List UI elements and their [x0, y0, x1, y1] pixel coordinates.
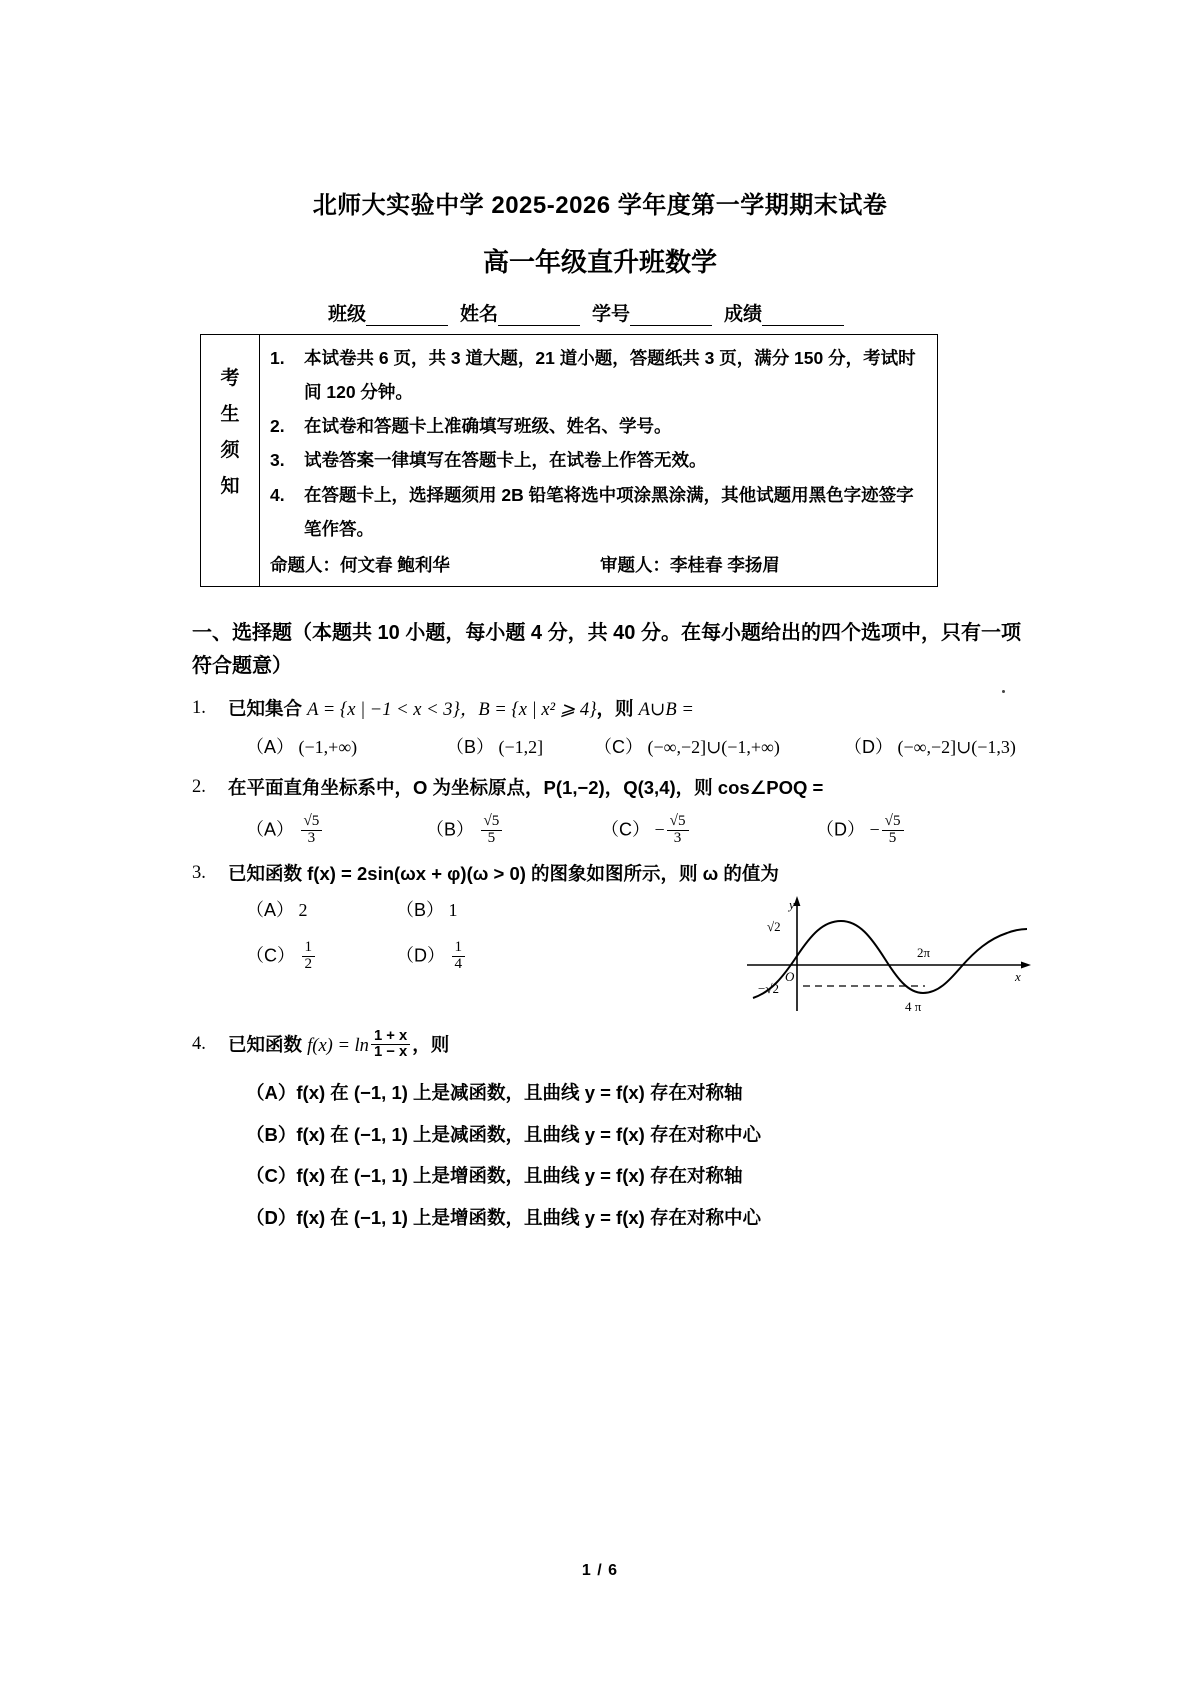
- fillin-name-label: 姓名: [460, 304, 499, 325]
- page-subtitle: 高一年级直升班数学: [482, 247, 717, 277]
- fillin-score: [724, 299, 856, 326]
- student-info-row: [150, 299, 1050, 326]
- fillin-class: [328, 299, 460, 326]
- question-1-number: 1.: [192, 697, 206, 718]
- question-1-stem-tail: A∪B =: [638, 699, 694, 720]
- question-3-number: 3.: [192, 862, 206, 883]
- fillin-id-blank[interactable]: [630, 309, 712, 326]
- question-1-stem: 已知集合 A = {x | −1 < x < 3}，B = {x | x² ⩾ 4}，则 A∪B =: [228, 697, 694, 720]
- fillin-name-blank[interactable]: [498, 309, 580, 326]
- page-sheet: [150, 0, 1050, 1684]
- y-tick-positive: √2: [767, 918, 781, 934]
- question-1-option-b[interactable]: （B） (−1,2]: [446, 737, 544, 758]
- question-2-number: 2.: [192, 777, 206, 798]
- notice-label-char-3: 须: [220, 440, 240, 462]
- notice-box: [200, 334, 938, 587]
- notice-item-text: 在答题卡上，选择题须用 2B 铅笔将选中项涂黑涂满，其他试题用黑色字迹签字笔作答。: [304, 484, 914, 539]
- y-axis-label: y: [789, 896, 795, 912]
- question-1-stem-math: A = {x | −1 < x < 3}，B = {x | x² ⩾ 4}: [307, 699, 597, 720]
- question-3-figure: [745, 893, 1035, 1023]
- notice-item: [270, 341, 927, 409]
- question-3-option-b[interactable]: （B） 1: [396, 900, 458, 921]
- fillin-name: [460, 299, 592, 326]
- section-one-heading: 一、选择题（本题共 10 小题，每小题 4 分，共 40 分。在每小题给出的四个选项中，只有一项符合题意）: [192, 621, 1021, 677]
- question-2-stem: 在平面直角坐标系中，O 为坐标原点，P(1,−2)，Q(3,4)，则 cos∠POQ =: [228, 777, 824, 799]
- notice-label-char-2: 生: [220, 404, 240, 426]
- question-3-option-d[interactable]: （D） $\frac{1}{4}$: [396, 941, 546, 974]
- question-4-options: [192, 1072, 1050, 1239]
- page-title: 北师大实验中学 2025-2026 学年度第一学期期末试卷: [312, 192, 888, 219]
- question-2-stem-line: [192, 773, 1050, 803]
- notice-label-char-1: 考: [220, 368, 240, 389]
- fillin-id: [592, 299, 724, 326]
- sine-curve-graph: [745, 893, 1035, 1013]
- question-1-option-a[interactable]: （A） (−1,+∞): [246, 737, 358, 758]
- question-1-option-d[interactable]: （D） (−∞,−2]∪(−1,3): [844, 737, 1016, 758]
- notice-item-number: 4.: [270, 484, 285, 505]
- q4-frac-numerator: 1 + x: [371, 1029, 410, 1046]
- question-1-option-c[interactable]: （C） (−∞,−2]∪(−1,+∞): [594, 737, 780, 758]
- question-3-stem: 已知函数 f(x) = 2sin(ωx + φ)(ω > 0) 的图象如图所示，则 ω 的值为: [228, 862, 779, 884]
- question-3-stem-line: [192, 859, 1050, 889]
- notice-box-body: [260, 335, 937, 586]
- page-footer: 1 / 6: [581, 1562, 619, 1579]
- question-4-option-a[interactable]: （A）f(x) 在 (−1, 1) 上是减函数，且曲线 y = f(x) 存在对称轴: [246, 1081, 743, 1103]
- question-4-option-b[interactable]: （B）f(x) 在 (−1, 1) 上是减函数，且曲线 y = f(x) 存在对称中心: [246, 1123, 761, 1145]
- x-tick-2pi: 2π: [917, 944, 931, 960]
- question-4-option-d[interactable]: （D）f(x) 在 (−1, 1) 上是增函数，且曲线 y = f(x) 存在对称中心: [246, 1206, 761, 1228]
- question-4-number: 4.: [192, 1033, 206, 1054]
- notice-item-number: 3.: [270, 450, 285, 471]
- origin-label: O: [785, 968, 795, 984]
- x-tick-4pi: 4 π: [905, 998, 922, 1013]
- question-4: [150, 1027, 1050, 1239]
- question-2-option-c[interactable]: （C） − $\frac{√5}{3}$: [601, 815, 816, 848]
- notice-box-label: [201, 335, 260, 586]
- question-1-stem-line: [192, 694, 1050, 726]
- x-axis-label: x: [1015, 968, 1021, 984]
- credits-row: [270, 548, 927, 582]
- notice-item-number: 1.: [270, 348, 285, 368]
- fillin-score-blank[interactable]: [762, 309, 844, 326]
- question-2-options: [192, 812, 1050, 848]
- fillin-class-blank[interactable]: [366, 309, 448, 326]
- question-4-stem-line: [192, 1027, 1050, 1062]
- question-2-option-a[interactable]: （A） $\frac{√5}{3}$: [246, 815, 426, 848]
- question-2: [150, 773, 1050, 847]
- question-2-option-b[interactable]: （B） $\frac{√5}{5}$: [426, 815, 601, 848]
- question-1: [150, 694, 1050, 762]
- q4-frac-denominator: 1 − x: [373, 1044, 408, 1061]
- author-line: 命题人：何文春 鲍利华: [270, 554, 450, 575]
- fillin-class-label: 班级: [328, 304, 367, 325]
- fillin-score-label: 成绩: [724, 304, 763, 325]
- question-3-option-a[interactable]: （A） 2: [246, 900, 308, 921]
- reviewer-line: 审题人：李桂春 李扬眉: [600, 554, 780, 575]
- notice-item: [270, 443, 927, 477]
- notice-item-text: 试卷答案一律填写在答题卡上，在试卷上作答无效。: [304, 450, 707, 471]
- notice-item: [270, 478, 927, 546]
- question-2-option-d[interactable]: （D） − $\frac{√5}{5}$: [816, 815, 906, 848]
- question-3-option-c[interactable]: （C） $\frac{1}{2}$: [246, 941, 396, 974]
- question-1-options: [192, 733, 1050, 762]
- notice-item: [270, 409, 927, 443]
- question-3: [150, 859, 1050, 1013]
- fillin-id-label: 学号: [592, 304, 631, 325]
- notice-item-number: 2.: [270, 416, 285, 437]
- question-4-stem: 已知函数 f(x) = ln $\frac{1 + x}{1 - x}$ ，则: [228, 1027, 450, 1061]
- notice-item-text: 本试卷共 6 页，共 3 道大题，21 道小题，答题纸共 3 页，满分 150 分，考试时间 120 分钟。: [304, 348, 916, 403]
- notice-label-char-4: 知: [220, 476, 240, 498]
- y-tick-negative: −√2: [758, 980, 779, 996]
- scan-speck: [1002, 690, 1005, 693]
- question-4-option-c[interactable]: （C）f(x) 在 (−1, 1) 上是增函数，且曲线 y = f(x) 存在对称轴: [246, 1165, 743, 1187]
- notice-item-text: 在试卷和答题卡上准确填写班级、姓名、学号。: [304, 416, 672, 437]
